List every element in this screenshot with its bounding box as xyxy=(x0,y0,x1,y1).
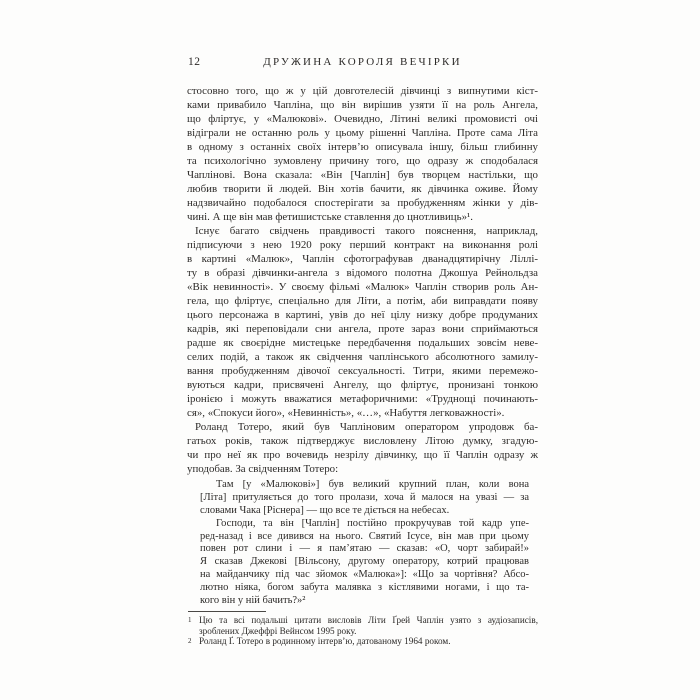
text-line: що фліртує, у «Малюкові». Очевидно, Літині великі промовисті очі xyxy=(187,113,538,125)
text-line: гела, що фліртує, спеціально для Літи, а потім, аби виправдати появу xyxy=(187,295,538,307)
footnote-marker: 1 xyxy=(188,615,192,624)
text-line: вання пробудженням дівочої сексуальності. Титри, якими перемежо- xyxy=(187,365,538,377)
text-line: словами Чака [Ріснера] — що все те діється на небесах. xyxy=(200,504,450,516)
text-line: «Вік невинності». У своєму фільмі «Малюк» Чаплін створив роль Ан- xyxy=(187,281,538,293)
text-line: кадрів, які переповідали сни ангела, проте зараз вони сприймаються xyxy=(187,323,538,335)
footnote-rule xyxy=(188,611,266,612)
quote-paragraph xyxy=(200,479,529,518)
text-line: Там [у «Малюкові»] був великий крупний план, коли вона xyxy=(216,479,529,490)
text-line: повен рот слини і — я пам’ятаю — сказав: «О, чорт забирай!» xyxy=(200,543,529,555)
text-line: ками привабило Чапліна, що він вирішив узяти її на роль Ангела, xyxy=(187,99,538,111)
text-line: Роланд Ґ. Тотеро в родинному інтерв’ю, датованому 1964 роком. xyxy=(199,636,451,647)
text-line: в одному з останніх своїх інтерв’ю описувала іншу, більш глибинну xyxy=(187,141,538,153)
paragraph xyxy=(187,420,538,476)
text-line: Чаплінові. Вона сказала: «Він [Чаплін] був творцем настільки, що xyxy=(187,169,538,181)
text-line: та психологічно зумовлену причину того, що одразу ж сподобалася xyxy=(187,155,538,167)
text-line: уподобав. За свідченням Тотеро: xyxy=(187,463,339,475)
quote-paragraph xyxy=(200,518,529,608)
text-line: любив творити й людей. Він хотів бачити, як дівчинка оживе. Йому xyxy=(187,183,538,195)
text-line: Існує багато свідчень правдивості такого пояснення, наприклад, xyxy=(195,225,538,237)
page-number: 12 xyxy=(188,56,201,68)
text-line: іронією і можуть вважатися метафоричними: «Труднощі починають- xyxy=(187,393,538,405)
text-line: радше як своєрідне мистецьке передбачення подальших зовсім неве- xyxy=(187,337,538,349)
text-line: зроблених Джеффрі Вейнсом 1995 року. xyxy=(199,625,357,636)
footnote-item xyxy=(187,615,538,636)
paragraph xyxy=(187,84,538,224)
running-head xyxy=(187,56,538,69)
text-line: гатьох років, також підтверджує висловлену Літою думку, згадую- xyxy=(187,435,538,447)
footnote-marker: 2 xyxy=(188,637,192,646)
text-line: чині. А ще він мав фетишистське ставлення до цнотливиць»¹. xyxy=(187,211,473,223)
text-line: надзвичайно подобалося спостерігати за пробудженням жінки у дів- xyxy=(187,197,538,209)
text-line: Цю та всі подальші цитати висловів Літи Ґрей Чаплін узято з аудіозаписів, xyxy=(199,614,538,625)
text-line: цього персонажа в картині, увів до неї цілу низку добре продуманих xyxy=(187,309,538,321)
text-line: Роланд Тотеро, який був Чапліновим оператором упродовж ба- xyxy=(195,421,538,433)
footnote-item xyxy=(187,636,538,647)
text-line: ред-назад і все дивився на нього. Святий Ісусе, він мав при цьому xyxy=(200,530,529,542)
text-line: селих подій, а також як свідчення чаплінського абсолютного замилу- xyxy=(187,351,538,363)
text-line: відіграли не останню роль у цьому рішенні Чапліна. Проте сама Літа xyxy=(187,127,538,139)
text-line: лютно ніяка, богом забута малявка з кістлявими ногами, і що та- xyxy=(200,582,529,594)
text-line: чи про неї як про вочевидь незрілу дівчинку, що її Чаплін одразу ж xyxy=(187,449,538,461)
text-line: вуються кадри, присвячені Ангелу, що фліртує, пронизані тонкою xyxy=(187,379,538,391)
running-title: ДРУЖИНА КОРОЛЯ ВЕЧІРКИ xyxy=(263,56,462,68)
text-line: ся», «Спокуси його», «Невинність», «…», «Набуття легковажності». xyxy=(187,407,505,419)
text-line: Господи, та він [Чаплін] постійно прокручував той кадр упе- xyxy=(216,517,529,529)
text-line: на майданчику під час зйомок «Малюка»]: «Що за чортівня? Абсо- xyxy=(200,569,529,581)
body-text xyxy=(187,84,538,608)
paragraph xyxy=(187,224,538,420)
text-line: стосовно того, що ж у цій довготелесій дівчинці з випнутими кіст- xyxy=(187,85,538,97)
text-line: ту в образі дівчинки-ангела з відомого полотна Джошуа Рейнольдза xyxy=(187,267,538,279)
text-line: в картині «Малюк», Чаплін сфотографував дванадцятирічну Ліллі- xyxy=(187,253,538,265)
footnotes xyxy=(187,615,538,647)
text-line: підписуючи з нею 1920 року перший контракт на виконання ролі xyxy=(187,239,538,251)
text-column xyxy=(187,56,538,647)
text-line: Я сказав Джекові [Вільсону, другому оператору, котрий працював xyxy=(200,556,529,568)
text-line: кого він у ній бачить?»² xyxy=(200,595,306,607)
text-line: [Літа] притуляється до того пролази, хоча й малося на увазі — за xyxy=(200,491,529,503)
